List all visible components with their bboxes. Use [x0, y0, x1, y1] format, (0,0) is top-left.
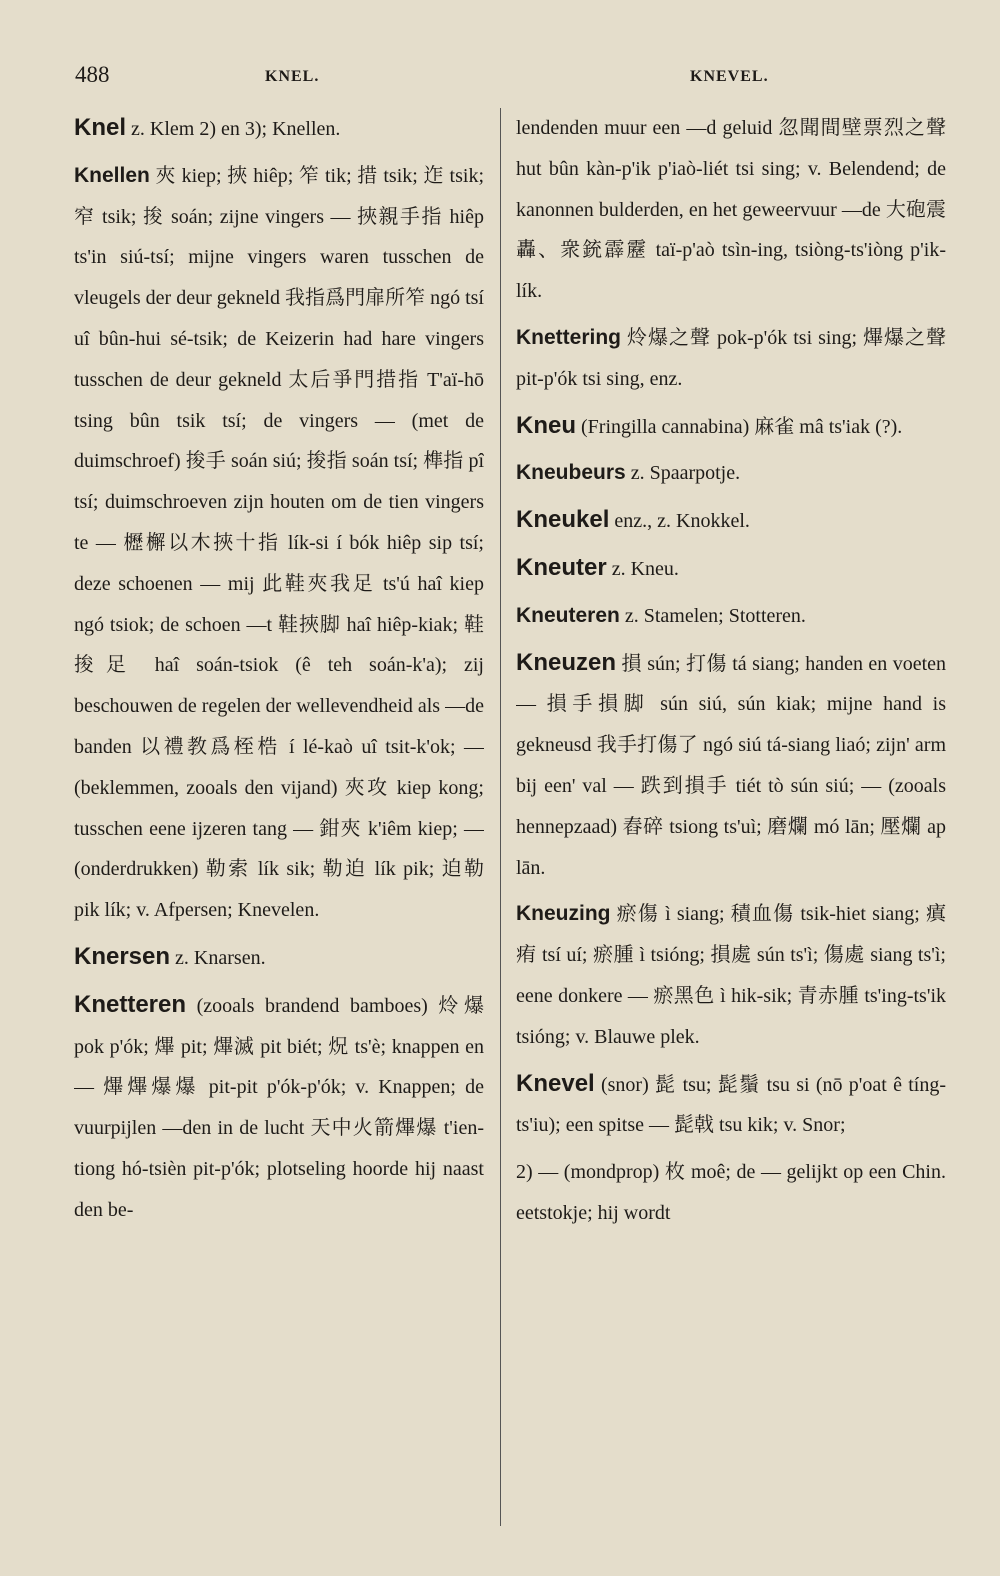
entry-text: z. Kneu.	[611, 557, 679, 580]
right-column	[516, 108, 946, 1526]
left-guide-word: KNEL.	[265, 68, 320, 85]
entry-text: z. Klem 2) en 3); Knellen.	[131, 118, 341, 140]
headword: Kneubeurs	[516, 461, 626, 485]
headword: Kneukel	[516, 506, 610, 534]
headword: Knetteren	[74, 990, 187, 1018]
entry-text: 炩爆之聲 pok-p'ók tsi sing; 熚爆之聲 pit-p'ók tsi sing, enz.	[516, 326, 946, 390]
entry-knevel	[516, 1064, 946, 1147]
entry-knettering	[516, 318, 946, 400]
entry-knevel-sense-2	[516, 1152, 946, 1234]
entry-kneuzen	[516, 643, 946, 889]
entry-text: 2) — (mondprop) 枚 moê; de — gelijkt op een Chin. eetstokje; hij wordt	[516, 1161, 946, 1224]
entry-text: 瘀傷 ì siang; 積血傷 tsik-hiet siang; 瘨痏 tsí uí; 瘀腫 ì tsióng; 損處 sún ts'ì; 傷處 siang ts'ì; eene donkere — 瘀黑色 ì hik-sik; 青赤腫 ts'ing-ts'ik tsióng; v. Blauwe plek.	[516, 903, 946, 1048]
entry-kneu	[516, 406, 946, 448]
headword: Knellen	[74, 163, 150, 187]
entry-text: 夾 kiep; 挾 hiêp; 笮 tik; 措 tsik; 迮 tsik; 窄 tsik; 捘 soán; zijne vingers — 挾親手指 hiêp ts'in siú-tsí; mijne vingers waren tusschen de vleugels der deur gekneld 我指爲門扉所笮 ngó tsí uî bûn-hui sé-tsik; de Keizerin had hare vingers tusschen de deur gekneld 太后爭門措指 T'aï-hō tsing bûn tsik tsí; de vingers — (met de duimschroef) 捘手 soán siú; 捘指 soán tsí; 榫指 pî tsí; duimschroeven zijn houten om de tien vingers te — 櫪檞以木挾十指 lík-si í bók hiêp sip tsí; deze schoenen — mij 此鞋夾我足 ts'ú haî kiep ngó tsiok; de schoen —t 鞋挾脚 haî hiêp-kiak; 鞋捘足 haî soán-tsiok (ê teh soán-k'a); zij beschouwen de regelen der wellevendheid als —de banden 以禮教爲桎梏 í lé-kaò uî tsit-k'ok; — (beklemmen, zooals den vijand) 夾攻 kiep kong; tusschen eene ijzeren tang — 鉗夾 k'iêm kiep; — (onderdrukken) 勒索 lík sik; 勒迫 lík pik; 迫勒 pik lík; v. Afpersen; Knevelen.	[74, 164, 484, 922]
left-column	[74, 108, 484, 1526]
entry-kneuteren	[516, 596, 946, 637]
entry-text: z. Stamelen; Stotteren.	[624, 604, 806, 627]
entry-kneuzing	[516, 894, 946, 1057]
entry-knellen	[74, 156, 484, 931]
entry-text: (Fringilla cannabina) 麻雀 mâ ts'iak (?).	[581, 415, 903, 438]
headword: Knevel	[516, 1069, 595, 1097]
headword: Kneu	[516, 411, 576, 439]
entry-text: (snor) 髭 tsu; 髭鬚 tsu si (nō p'oat ê tíng-ts'iu); een spitse — 髭戟 tsu kik; v. Snor;	[516, 1073, 946, 1137]
entry-text: enz., z. Knokkel.	[614, 510, 750, 533]
page-number: 488	[75, 62, 110, 87]
entry-kneubeurs	[516, 453, 946, 494]
headword: Knel	[74, 114, 127, 141]
entry-knetteren	[74, 985, 484, 1231]
entry-text: z. Knarsen.	[175, 946, 266, 969]
entry-kneukel	[516, 500, 946, 542]
entry-knersen	[74, 937, 484, 979]
headword: Knersen	[74, 942, 171, 970]
entry-text: 損 sún; 打傷 tá siang; handen en voeten — 損手損脚 sún siú, sún kiak; mijne hand is gekneusd 我手打傷了 ngó siú tá-siang liaó; zijn' arm bij een' val — 跌到損手 tiét tò sún siú; — (zooals hennepzaad) 舂碎 tsiong ts'uì; 磨爛 mó lān; 壓爛 ap lān.	[516, 652, 946, 879]
entry-knel	[74, 108, 484, 150]
entry-text: (zooals brandend bamboes) 炩爆 pok p'ók; 熚 pit; 熚滅 pit biét; 炾 ts'è; knappen en — 熚熚爆爆 pit-pit p'ók-p'ók; v. Knappen; de vuurpijlen —den in de lucht 天中火箭熚爆 t'ien-tiong hó-tsièn pit-p'ók; plotseling hoorde hij naast den be-	[74, 994, 484, 1221]
headword: Kneuzing	[516, 902, 611, 926]
entry-text: lendenden muur een —d geluid 忽聞間壁票烈之聲 hut bûn kàn-p'ik p'iaò-liét tsi sing; v. Belendend; de kanonnen bulderden, en het geweervuur —de 大砲震轟、衆銃霹靂 taï-p'aò tsìn-ing, tsiòng-ts'iòng p'ik-lík.	[516, 117, 946, 303]
headword: Kneuzen	[516, 648, 617, 676]
headword: Kneuter	[516, 553, 607, 581]
running-header	[70, 62, 940, 94]
right-guide-word: KNEVEL.	[690, 68, 769, 85]
entry-kneuter	[516, 548, 946, 590]
headword: Knettering	[516, 325, 621, 349]
entry-text: z. Spaarpotje.	[630, 462, 741, 485]
entry-continuation	[516, 108, 946, 312]
column-divider	[500, 108, 501, 1526]
headword: Kneuteren	[516, 603, 620, 627]
